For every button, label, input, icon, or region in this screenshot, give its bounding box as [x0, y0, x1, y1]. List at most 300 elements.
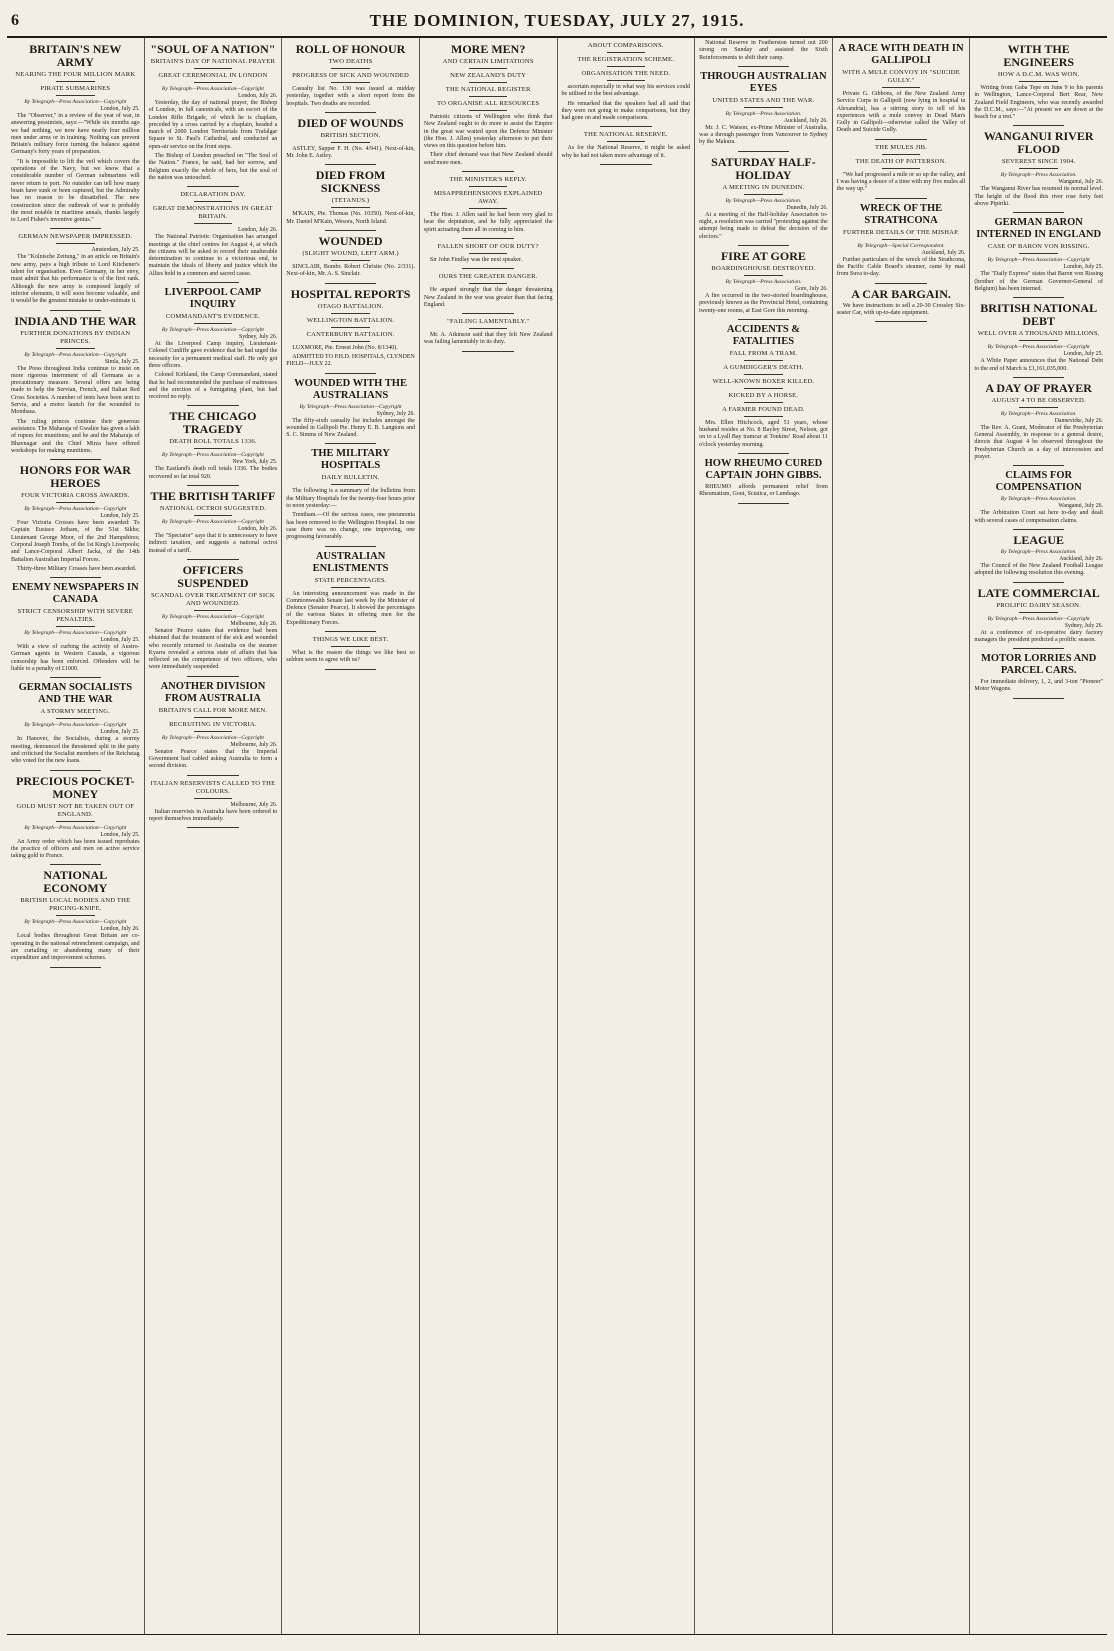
divider [331, 484, 370, 485]
article-byline: By Telegraph—Press Association—Copyright [161, 613, 264, 620]
article-byline: By Telegraph—Press Association—Copyright [161, 734, 264, 741]
article-subheading: CASE OF BARON VON RISSING. [987, 243, 1090, 251]
article-divider [50, 228, 101, 229]
article-dateline: Melbourne, July 26. [230, 741, 278, 748]
article [974, 653, 1103, 699]
divider [194, 201, 233, 202]
article-headline: INDIA AND THE WAR [14, 313, 137, 328]
divider [331, 82, 370, 83]
article [562, 131, 691, 165]
article-subheading: SEVEREST SINCE 1904. [1001, 158, 1076, 166]
divider [1019, 253, 1058, 254]
article-subheading: COMMANDANT'S EVIDENCE. [165, 313, 261, 321]
article-byline: By Telegraph—Press Association. [725, 278, 802, 285]
article-divider [325, 669, 376, 670]
article-paragraph: At a conference of co-operative dairy factory managers the president predicted a prolific season. [974, 629, 1103, 643]
article-paragraph: Trentham.—Of the serious cases, one pneumonia has been removed to the Wellington Hospital. In one case there was no change, one improving, one progressing favourably. [286, 512, 415, 541]
article-subheading: THE REGISTRATION SCHEME. [577, 56, 675, 63]
divider [331, 327, 370, 328]
divider [469, 68, 508, 69]
article-headline: DIED OF WOUNDS [297, 115, 404, 130]
article-headline: AUSTRALIAN ENLISTMENTS [312, 550, 389, 574]
article-paragraph: The "Observer," in a review of the year of war, in answering pessimists, says:—"While six months ago we had nothing, we now have nearly four million men under arms or in training. Nothing can prevent Britain's military force turning the balance against Germany's forty years of preparation. [11, 113, 140, 156]
article-divider [325, 373, 376, 374]
divider [331, 142, 370, 143]
divider [744, 416, 783, 417]
article-subheading: WELLINGTON BATTALION. [306, 316, 395, 324]
article [974, 587, 1103, 650]
article-divider [187, 186, 238, 187]
article [699, 40, 828, 67]
article-paragraph: Colonel Kirkland, the Camp Commandant, stated that he had recommended the purchase of mattresses and the erection of a fumigating plant, but had received no reply. [148, 372, 278, 401]
divider [469, 283, 508, 284]
article-subheading: BRITISH SECTION. [320, 131, 381, 139]
page-number: 6 [11, 12, 19, 29]
article-paragraph: The Bishop of London preached on "The Soul of the Nation." France, he said, had her sorrow, and Belgium exactly the whole of hers, but the soul of the nation was untouched. [148, 153, 278, 181]
article-paragraph: Senator Pearce states that evidence had been obtained that the treatment of the sick and wounded who recently returned to Australia on the steamer Kyarra revealed a serious state of affairs that has reflected on the competence of two officers, who were immediately suspended. [148, 627, 278, 671]
article-paragraph: National Reserve in Featherston turned out 200 strong on Sunday and assisted the Sixth Reinforcements to shift their camp. [699, 40, 828, 61]
article-subheading: RECRUITING IN VICTORIA. [169, 720, 257, 728]
article-paragraph: An Army order which has been issued reprobates the practice of officers and men on active service taking gold to France. [11, 838, 140, 860]
article-paragraph: Senator Pearce states that the Imperial Government had cabled asking Australia to form a second division. [148, 748, 278, 770]
article-byline: By Telegraph—Press Association—Copyright [161, 86, 264, 92]
article-divider [738, 319, 789, 320]
article [149, 780, 278, 829]
article-headline: ENEMY NEWSPAPERS IN CANADA [12, 582, 139, 606]
divider [56, 348, 95, 349]
article-divider [325, 230, 376, 231]
article-subheading: A GUMDIGGER'S DEATH. [723, 363, 804, 371]
article-subheading: BRITAIN'S CALL FOR MORE MEN. [158, 706, 268, 714]
article-subheading: NEW ZEALAND'S DUTY [450, 72, 527, 79]
article-divider [187, 775, 238, 776]
article-subheading: THE MINISTER'S REPLY. [449, 176, 527, 184]
article-paragraph: The Press throughout India continue to insist on more rigorous internment of all Germans as a precautionary measure. Several offers are being made to help the Servian, French, and Italian Red Cross Societies. A number of tents have been sent to Servia, and a motor launch for the wounded to Mombasa. [11, 365, 140, 416]
article-paragraph: The fifty-sixth casualty list includes amongst the wounded in Gallipoli Pte. Henry E. B. Langtons and S. C. Simms of New Zealand. [286, 417, 415, 439]
article [11, 682, 140, 770]
column-1 [7, 38, 145, 1634]
article-paragraph: The Arbitration Court sat here to-day and dealt with several cases of compensation claims. [974, 510, 1103, 524]
divider [194, 323, 233, 324]
article-divider [50, 459, 101, 460]
article-headline: GERMAN SOCIALISTS AND THE WAR [18, 682, 133, 706]
article-dateline: London, July 25. [100, 106, 140, 112]
divider [744, 275, 783, 276]
article [974, 302, 1103, 378]
divider [469, 208, 508, 209]
article-paragraph: ADMITTED TO P.H.D. HOSPITALS, CLYNDEN FIELD—JULY 22. [286, 353, 415, 368]
article-divider [187, 282, 238, 283]
article-subheading: TWO DEATHS [328, 58, 373, 65]
divider [56, 81, 95, 82]
divider [607, 66, 646, 67]
article-subheading: "FAILING LAMENTABLY." [447, 318, 530, 326]
article-subheading: BRITISH LOCAL BODIES AND THE PRICING-KNIFE. [20, 897, 131, 913]
article-paragraph: The Rev. A. Grant, Moderator of the Presbyterian General Assembly, in response to a general desire, directs that August 4 be observed throughout the Presbyterian Church as a day of intercession and prayer. [974, 424, 1103, 461]
article-byline: By Telegraph—Press Association—Copyright [161, 327, 264, 334]
article-dateline: Melbourne, July 26. [230, 620, 278, 627]
article-headline: WOUNDED [318, 234, 383, 249]
divider [331, 68, 370, 69]
divider [194, 448, 233, 449]
article-headline: A RACE WITH DEATH IN GALLIPOLI [838, 43, 964, 66]
article-headline: ROLL OF HONOUR [295, 42, 406, 56]
article-divider [738, 503, 789, 504]
article-dateline: London, July 26. [237, 93, 278, 99]
article-dateline: London, July 26. [237, 526, 278, 533]
article-paragraph: Mr. A. Atkinson said that they felt New Zealand was failing lamentably in its duty. [423, 332, 553, 346]
article-dateline: New York, July 25. [232, 459, 278, 466]
article-headline: FIRE AT GORE [720, 248, 806, 263]
article-divider [738, 151, 789, 152]
article-dateline: Sydney, July 26. [376, 410, 415, 417]
column-6 [695, 38, 833, 1634]
article [149, 564, 278, 677]
article-subheading: WELL OVER A THOUSAND MILLIONS. [977, 330, 1100, 338]
divider [469, 253, 508, 254]
article-byline: By Telegraph—Press Association—Copyright [24, 919, 127, 926]
divider [1019, 168, 1058, 169]
article-subheading: FALLEN SHORT OF OUR DUTY? [437, 242, 539, 250]
article-byline: By Telegraph—Press Association—Copyright [24, 99, 127, 105]
divider [56, 243, 95, 244]
article-paragraph: Further particulars of the wreck of the Strathcona, the Pacific Cable Board's steamer, came by mail from Suva to-day. [836, 256, 966, 278]
article-paragraph: The Wanganui River has resumed its normal level. The height of the flood this river rose forty feet above Pipiriki. [974, 186, 1103, 208]
article-paragraph: A fire occurred in the two-storied boardinghouse, previously known as the Provincial Hotel, containing twenty-one rooms, at East Gore this morning. [699, 292, 828, 314]
divider [469, 328, 508, 329]
article [149, 681, 278, 776]
article-divider [738, 245, 789, 246]
article-headline: LIVERPOOL CAMP INQUIRY [164, 287, 262, 311]
article-divider [50, 770, 101, 771]
divider [1019, 340, 1058, 341]
article-paragraph: Patriotic citizens of Wellington who think that New Zealand ought to do more to assist the Empire in the great war waited upon the Defence Minister (the Hon. J. Allen) yesterday afternoon to put their views on this question before him. [423, 114, 553, 150]
article-paragraph: SINCLAIR, Bombr. Robert Christie (No. 2/331). Next-of-kin, Mr. A. S. Sinclair. [286, 264, 415, 278]
article-headline: HOW RHEUMO CURED CAPTAIN JOHN GIBBS. [704, 458, 823, 482]
article-subheading: ITALIAN RESERVISTS CALLED TO THE COLOURS. [150, 779, 276, 795]
article-divider [1013, 212, 1064, 213]
article-subheading: DECLARATION DAY. [180, 191, 246, 199]
article-byline: By Telegraph—Press Association—Copyright [987, 344, 1090, 351]
article [286, 288, 415, 374]
article [699, 458, 828, 504]
article-byline: By Telegraph—Press Association—Copyright [24, 824, 127, 831]
article-divider [1013, 297, 1064, 298]
divider [882, 87, 921, 88]
article-byline: By Telegraph—Press Association. [1000, 548, 1077, 555]
article-dateline: London, July 25. [100, 729, 140, 736]
article-byline: By Telegraph—Press Association—Copyright [299, 403, 402, 410]
column-5 [558, 38, 696, 1634]
article [11, 582, 140, 678]
article-subheading: ABOUT COMPARISONS. [587, 42, 664, 49]
article-byline: By Telegraph—Press Association. [1000, 410, 1077, 417]
article-divider [1013, 648, 1064, 649]
divider [1019, 81, 1058, 82]
article-divider [50, 677, 101, 678]
article-paragraph: Their chief demand was that New Zealand should send more men. [423, 152, 553, 166]
divider [469, 82, 508, 83]
article-subheading: THE NATIONAL RESERVE. [583, 131, 668, 139]
article [699, 71, 828, 152]
article-byline: By Telegraph—Press Association. [725, 197, 802, 204]
article [286, 43, 415, 113]
divider [56, 821, 95, 822]
column-2 [145, 38, 283, 1634]
article-divider [875, 283, 926, 284]
article-headline: PRECIOUS POCKET-MONEY [16, 773, 135, 801]
article-divider [738, 453, 789, 454]
article [424, 243, 553, 269]
article-paragraph: RHEUMO affords permanent relief from Rheumatism, Gout, Sciatica, or Lumbago. [699, 484, 828, 498]
article-headline: "SOUL OF A NATION" [150, 42, 276, 56]
article [286, 448, 415, 546]
article-headline: ANOTHER DIVISION FROM AUSTRALIA [160, 680, 266, 704]
article-headline: THE BRITISH TARIFF [150, 489, 276, 504]
article-paragraph: LUXMORE, Pte. Ernest John (No. 8/1340). [292, 344, 398, 351]
divider [56, 502, 95, 503]
article-headline: WOUNDED WITH THE AUSTRALIANS [294, 377, 407, 401]
article-headline: SATURDAY HALF-HOLIDAY [711, 154, 816, 182]
article-divider [50, 310, 101, 311]
article-divider [50, 864, 101, 865]
article-paragraph: Yesterday, the day of national prayer, the Bishop of London, in full canonicals, with an escort of the London Rifle Brigade, of which he is chaplain, preceded by a cross carried by a chaplain, headed a march of 2000 London Territorials from Trafalgar Square to St. Paul's Cathedral, and conducted an open-air service on the front steps. [148, 100, 278, 150]
article-dateline: Gore, July 26. [794, 285, 828, 292]
divider [1019, 612, 1058, 613]
article-byline: By Telegraph—Press Association—Copyright [24, 630, 127, 637]
article-paragraph: With a view of curbing the activity of Austro-German agents in Western Canada, a vigorous censorship has been enforced. Offenders will be liable to a penalty of £1000. [11, 644, 140, 673]
column-4 [420, 38, 558, 1634]
divider [744, 107, 783, 108]
article [149, 490, 278, 560]
article [974, 470, 1103, 530]
article-paragraph: For immediate delivery, 1, 2, and 3-ton "Pioneer" Motor Wagons. [974, 679, 1103, 693]
article-dateline: London, July 25. [100, 831, 140, 838]
article [286, 235, 415, 284]
article-byline: By Telegraph—Press Association. [725, 110, 802, 117]
article-paragraph: Local bodies throughout Great Britain are co-operating in the national retrenchment campaign, and are curtailing or abandoning many of their expenditure and improvement schemes. [11, 933, 140, 962]
article [424, 273, 553, 314]
article-paragraph: "We had progressed a mile or so up the valley, and I was having a deuce of a time with my five mules all the way up." [836, 171, 966, 193]
article-byline: By Telegraph—Press Association—Copyright [161, 452, 264, 459]
article-divider [875, 198, 926, 199]
divider [331, 207, 370, 208]
article-subheading: AUGUST 4 TO BE OBSERVED. [991, 396, 1086, 404]
article-subheading: TO ORGANISE ALL RESOURCES [437, 100, 540, 107]
divider [744, 360, 783, 361]
article-paragraph: The following is a summary of the bulletins from the Military Hospitals for the twenty-four hours prior to noon yesterday:— [286, 488, 415, 510]
divider [331, 260, 370, 261]
article [424, 318, 553, 352]
article-subheading: OURS THE GREATER DANGER. [438, 273, 538, 281]
article-divider [187, 676, 238, 677]
article-divider [187, 827, 238, 828]
article-headline: OFFICERS SUSPENDED [177, 562, 249, 590]
article-paragraph: We have instructions to sell a 20-30 Crossley Six-seater Car, with up-to-date equipment. [836, 302, 966, 316]
article-paragraph: The "Spectator" says that it is unnecessary to have indirect taxation, and suggests a national octroi instead of a tariff. [148, 533, 278, 554]
article-headline: HONORS FOR WAR HEROES [19, 463, 131, 491]
article-dateline: London, July 26. [237, 227, 278, 234]
article-dateline: Sydney, July 26. [1064, 622, 1103, 629]
article-headline: CLAIMS FOR COMPENSATION [995, 470, 1082, 494]
divider [469, 110, 508, 111]
article-divider [50, 577, 101, 578]
article-paragraph: Casualty list No. 130 was issued at midday yesterday, together with a short report from the hospitals. Two deaths are recorded. [286, 86, 415, 107]
article-divider [462, 313, 513, 314]
article-paragraph: An interesting announcement was made in the Commonwealth Senate last week by the Minister of Defence (Senator Pearce). It showed the percentages of the various States in offering men for the Expeditionary Forces. [286, 590, 415, 626]
article-divider [462, 238, 513, 239]
article-dateline: Sydney, July 26. [238, 334, 278, 341]
article-paragraph: The "Kolnische Zeitung," in an article on Britain's new army, pays a high tribute to Lord Kitchener's talent for organisation. Even Germany, in her envy, must admit that his performance is of the first rank. Although the new army is composed largely of inferior elements, it will soon become valuable, and it would be the greatest mistake to under-estimate it. [11, 254, 140, 305]
divider [469, 186, 508, 187]
article [974, 382, 1103, 466]
article-dateline: Auckland, July 26. [783, 117, 828, 124]
article-paragraph: Mr. J. C. Watson, ex-Prime Minister of Australia, was a through passenger from Vancouver to Sydney by the Makura. [699, 124, 828, 146]
article-headline: LATE COMMERCIAL [977, 585, 1100, 600]
article [974, 534, 1103, 583]
divider [607, 52, 646, 53]
article-subheading: SCANDAL OVER TREATMENT OF SICK AND WOUNDED. [151, 591, 275, 607]
article-divider [738, 66, 789, 67]
article-subheading: AND CERTAIN LIMITATIONS [442, 58, 534, 65]
article-dateline: Wanganui, July 26. [1058, 503, 1103, 510]
article [286, 551, 415, 632]
article-subheading: THE MULES JIB. [875, 143, 928, 151]
divider [56, 718, 95, 719]
article-subheading: ORGANISATION THE NEED. [581, 70, 671, 77]
article-dateline: Dannevirke, July 26. [1054, 417, 1103, 424]
article-dateline: Wanganui, July 26. [1058, 179, 1103, 186]
article-paragraph: The "Daily Express" states that Baron von Rissing (brother of the German Governor-General of Belgium) has been interned. [974, 271, 1103, 292]
article [11, 775, 140, 866]
article-headline: THE MILITARY HOSPITALS [311, 448, 390, 472]
article-subheading: FURTHER DETAILS OF THE MISHAP. [842, 228, 960, 236]
article-subheading: BRITAIN'S DAY OF NATIONAL PRAYER [150, 58, 276, 65]
article-headline: GERMAN BARON INTERNED IN ENGLAND [976, 217, 1102, 241]
article-headline: LEAGUE [1013, 532, 1065, 547]
article-byline: By Telegraph—Press Association—Copyright [987, 257, 1090, 264]
article-dateline: London, July 25. [1063, 351, 1103, 358]
article-subheading: PIRATE SUBMARINES [40, 85, 111, 92]
article-paragraph: The ruling princes continue their generous assistance. The Maharaja of Gwalior has given a lakh of rupees for munitions; and he and the Maharaja of Bhavnagar and the Chief Mirza have offered workshops for making munitions. [11, 418, 140, 454]
article-subheading: NEARING THE FOUR MILLION MARK [15, 71, 136, 78]
article [149, 410, 278, 486]
article-byline: By Telegraph—Press Association—Copyright [161, 519, 264, 526]
article [699, 250, 828, 320]
article-divider [600, 126, 651, 127]
article-paragraph: The Eastland's death roll totals 1336. The bodies recovered so far total 920. [148, 466, 278, 480]
article-headline: A CAR BARGAIN. [851, 286, 951, 301]
article-headline: DIED FROM SICKNESS [315, 168, 386, 196]
article-subheading: DAILY BULLETIN. [321, 474, 380, 482]
divider [744, 388, 783, 389]
article [11, 869, 140, 967]
article-paragraph: Italian reservists in Australia have been ordered to report themselves immediately. [148, 808, 278, 822]
article-paragraph: "It is impossible to lift the veil which covers the operations of the Navy, but we know that a considerable number of German submarines will never return to port. No outsider can tell how many boats have sunk or been captured, but the Admiralty has no reason to be dissatisfied. The new construction since the outbreak of war is probably the most notable in maritime annals, thanks largely to Lord Fisher's inventive genius." [11, 158, 140, 224]
article-subheading: STRICT CENSORSHIP WITH SEVERE PENALTIES. [17, 608, 134, 624]
article-subheading: PROLIFIC DAIRY SEASON. [996, 601, 1081, 609]
article-byline: By Telegraph—Press Association—Copyright [24, 506, 127, 513]
article-divider [187, 405, 238, 406]
divider [56, 626, 95, 627]
article-subheading: THINGS WE LIKE BEST. [312, 636, 389, 644]
article [286, 378, 415, 445]
article [286, 117, 415, 166]
article-paragraph: A White Paper announces that the National Debt to the end of March is £1,161,035,000. [974, 358, 1103, 372]
article-byline: By Telegraph—Press Association—Copyright [24, 722, 127, 729]
article [974, 130, 1103, 213]
article-subheading: GREAT DEMONSTRATIONS IN GREAT BRITAIN. [153, 205, 273, 221]
divider [331, 587, 370, 588]
article-divider [1013, 582, 1064, 583]
article-divider [1013, 377, 1064, 378]
article-subheading: THE NATIONAL REGISTER [445, 86, 531, 93]
article-headline: WITH THE ENGINEERS [1003, 42, 1075, 69]
article-dateline: London, July 25. [1063, 264, 1103, 271]
divider [194, 82, 233, 83]
article-divider [187, 559, 238, 560]
divider [194, 515, 233, 516]
article [837, 144, 966, 199]
article-subheading: (SLIGHT WOUND, LEFT ARM.) [302, 250, 399, 258]
article-headline: WRECK OF THE STRATHCONA [859, 202, 943, 226]
article-headline: THE CHICAGO TRAGEDY [169, 409, 257, 437]
article-dateline: Melbourne, July 26. [230, 801, 278, 808]
article [837, 43, 966, 140]
article-divider [1013, 529, 1064, 530]
article-byline: By Telegraph—Press Association—Copyright [987, 615, 1090, 622]
article-divider [875, 321, 926, 322]
divider [1019, 407, 1058, 408]
masthead [7, 6, 1107, 38]
article-headline: MOTOR LORRIES AND PARCEL CARS. [981, 653, 1097, 677]
article-byline: By Telegraph—Press Association—Copyright [24, 351, 127, 358]
article-divider [1013, 698, 1064, 699]
article-dateline: London, July 25. [100, 637, 140, 644]
article [974, 217, 1103, 298]
article [149, 287, 278, 406]
column-7 [833, 38, 971, 1634]
article [11, 315, 140, 461]
article-divider [462, 351, 513, 352]
article-paragraph: Sir John Findlay was the next speaker. [429, 256, 523, 263]
article-divider [1013, 465, 1064, 466]
article-headline: BRITISH NATIONAL DEBT [980, 301, 1098, 329]
article-subheading: BOARDINGHOUSE DESTROYED. [711, 264, 816, 272]
article-divider [1013, 125, 1064, 126]
article-byline: By Telegraph—Press Association. [1000, 496, 1077, 503]
divider [194, 68, 233, 69]
article [837, 288, 966, 323]
divider [194, 731, 233, 732]
article-divider [462, 171, 513, 172]
article-divider [325, 164, 376, 165]
article-headline: MORE MEN? [451, 42, 526, 56]
article-divider [600, 164, 651, 165]
article-subheading: UNITED STATES AND THE WAR. [712, 96, 815, 104]
newspaper-page [7, 6, 1107, 1636]
article-subheading: GOLD MUST NOT BE TAKEN OUT OF ENGLAND. [16, 802, 135, 818]
divider [194, 610, 233, 611]
article-dateline: London, July 25. [100, 513, 140, 520]
article [11, 464, 140, 578]
article-subheading: STATE PERCENTAGES. [314, 576, 387, 584]
article-subheading: CANTERBURY BATTALION. [306, 330, 395, 338]
article-divider [875, 139, 926, 140]
article-divider [325, 283, 376, 284]
article-dateline: Simla, July 25. [104, 358, 140, 365]
article-divider [462, 268, 513, 269]
